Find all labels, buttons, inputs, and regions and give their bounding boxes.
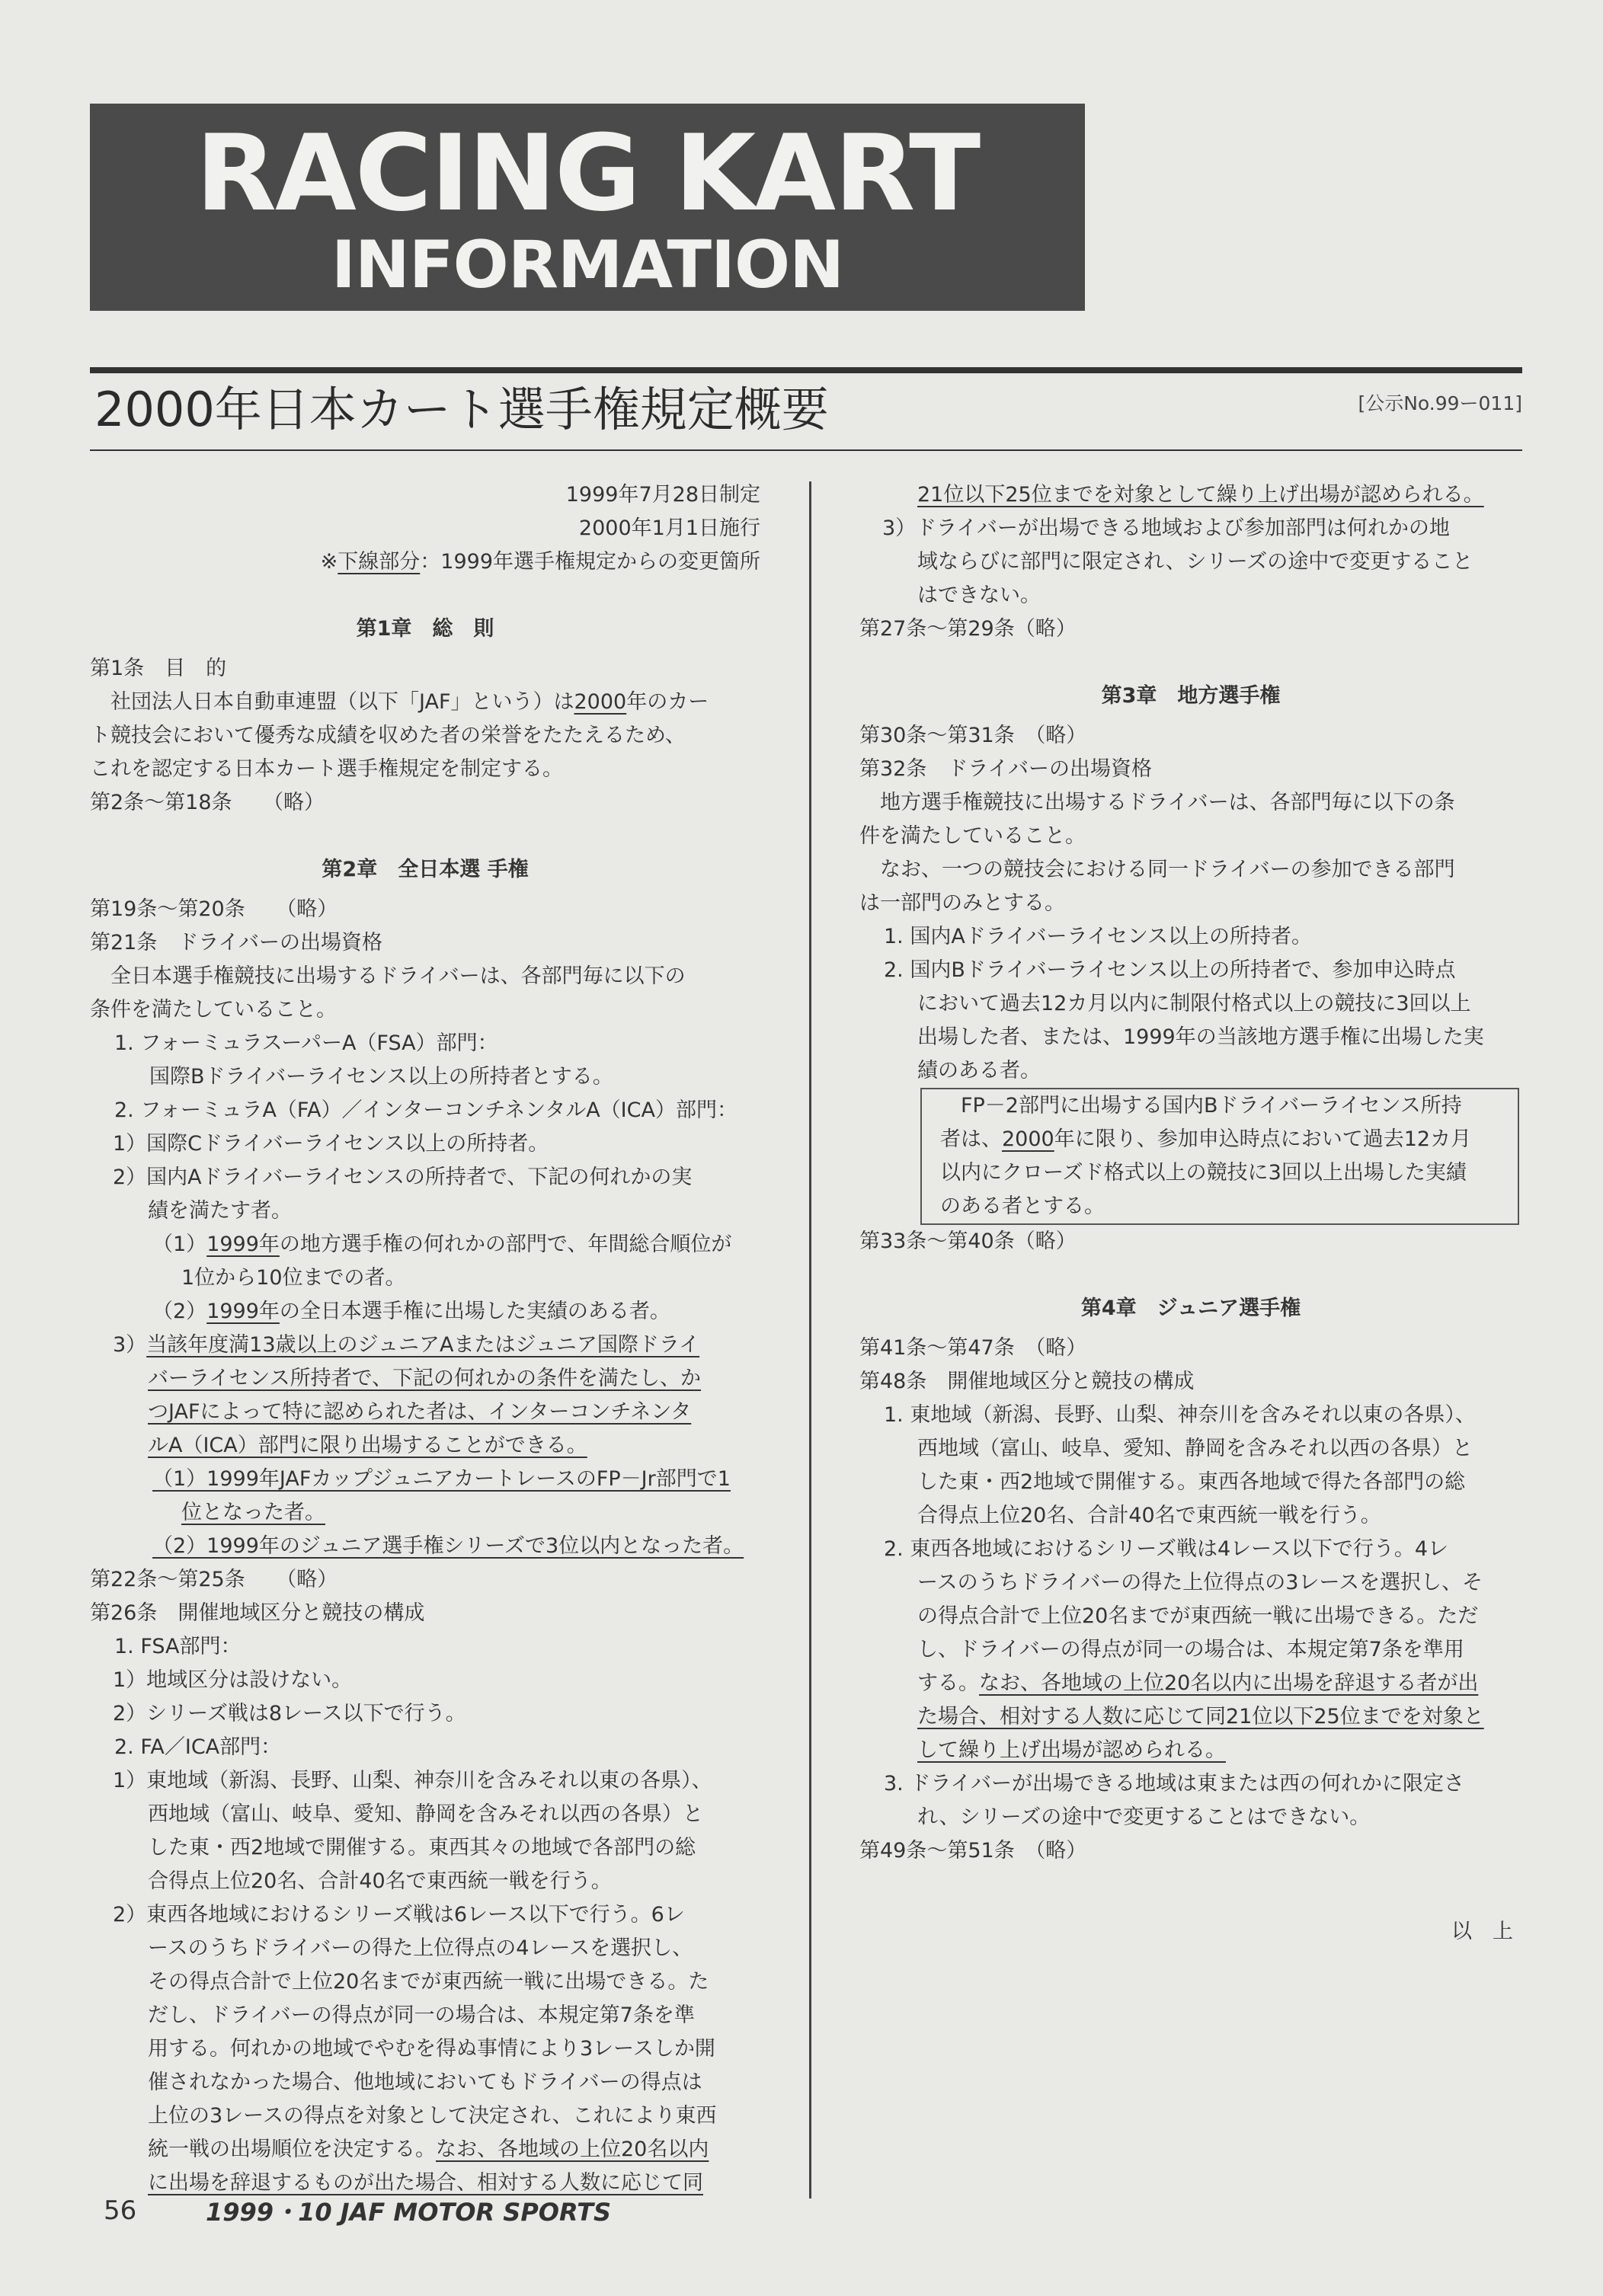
chapter-3-heading: 第3章 地方選手権 bbox=[1101, 684, 1281, 708]
fa-26-item-2 bbox=[90, 2133, 760, 2166]
article-21-line: 条件を満たしていること。 bbox=[90, 998, 337, 1022]
article-48-item-2 bbox=[859, 1667, 1522, 1700]
articles-22-25: 第22条～第25条 （略） bbox=[90, 1568, 338, 1591]
article-32-line: 件を満たしていること。 bbox=[859, 824, 1086, 848]
spacer bbox=[859, 1258, 1522, 1286]
article-32-item-2: 績のある者。 bbox=[917, 1059, 1041, 1082]
fa-26-item-1: 1）東地域（新潟、長野、山梨、神奈川を含みそれ以東の各県）、 bbox=[113, 1769, 712, 1792]
article-32-item-2: において過去12カ月以内に制限付格式以上の競技に3回以上 bbox=[917, 992, 1471, 1015]
article-48-item-2: 2. 東西各地域におけるシリーズ戦は4レース以下で行う。4レ bbox=[884, 1537, 1448, 1561]
page-number: 56 bbox=[104, 2195, 137, 2226]
end-mark: 以 上 bbox=[1451, 1920, 1513, 1943]
underlined-run: バーライセンス所持者で、下記の何れかの条件を満たし、か bbox=[148, 1367, 702, 1390]
title-top-rule bbox=[90, 367, 1522, 373]
article-21-line: 全日本選手権競技に出場するドライバーは、各部門毎に以下の bbox=[90, 964, 686, 988]
article-26-heading: 第26条 開催地域区分と競技の構成 bbox=[90, 1601, 425, 1625]
fa-item-3 bbox=[90, 1362, 760, 1396]
fsa-26-item: 1）地域区分は設けない。 bbox=[113, 1668, 353, 1692]
underlined-run: なお、各地域の上位20名以内 bbox=[436, 2138, 709, 2161]
text-run: （1） bbox=[152, 1233, 207, 1256]
fp2-exception-box bbox=[920, 1088, 1519, 1225]
article-48-item-1: した東・西2地域で開催する。東西各地域で得た各部門の総 bbox=[917, 1470, 1466, 1494]
fa-26-item-2: だし、ドライバーの得点が同一の場合は、本規定第7条を準 bbox=[148, 2003, 695, 2027]
fa-26-item-2: 催されなかった場合、他地域においてもドライバーの得点は bbox=[148, 2071, 702, 2094]
text-run: の全日本選手権に出場した実績のある者。 bbox=[279, 1300, 670, 1323]
underlined-run: なお、各地域の上位20名以内に出場を辞退する者が出 bbox=[979, 1671, 1479, 1695]
article-48-item-1: 西地域（富山、岐阜、愛知、静岡を含みそれ以西の各県）と bbox=[917, 1437, 1473, 1460]
text-run: の地方選手権の何れかの部門で、年間総合順位が bbox=[279, 1233, 732, 1256]
text-run: 者は、 bbox=[940, 1127, 1002, 1151]
article-48-item-1: 合得点上位20名、合計40名で東西統一戦を行う。 bbox=[917, 1504, 1381, 1527]
underlined-run: 位となった者。 bbox=[181, 1501, 325, 1524]
article-32-line: 地方選手権競技に出場するドライバーは、各部門毎に以下の条 bbox=[859, 791, 1455, 814]
text-run: 3） bbox=[113, 1333, 147, 1357]
fsa-26-item: 2）シリーズ戦は8レース以下で行う。 bbox=[113, 1702, 466, 1725]
article-48-item-2: の得点合計で上位20名までが東西統一戦に出場できる。ただ bbox=[917, 1604, 1479, 1628]
box-line: FP－2部門に出場する国内Bドライバーライセンス所持 bbox=[940, 1094, 1462, 1118]
articles-2-18: 第2条～第18条 （略） bbox=[90, 791, 325, 814]
right-column bbox=[859, 478, 1522, 1949]
notice-number: [公示No.99ー011] bbox=[1358, 392, 1522, 414]
fsa-heading: 1. フォーミュラスーパーA（FSA）部門： bbox=[114, 1031, 498, 1055]
article-32-item-2: 出場した者、または、1999年の当該地方選手権に出場した実 bbox=[917, 1025, 1484, 1049]
magazine-footer: 1999・10 JAF MOTOR SPORTS bbox=[206, 2198, 612, 2227]
article-1-line: これを認定する日本カート選手権規定を制定する。 bbox=[90, 757, 563, 781]
underlined-run: 21位以下25位までを対象として繰り上げ出場が認められる。 bbox=[917, 483, 1484, 507]
underlined-run: 当該年度満13歳以上のジュニアAまたはジュニア国際ドライ bbox=[146, 1333, 700, 1357]
text-run: 統一戦の出場順位を決定する。 bbox=[148, 2138, 436, 2161]
article-48-item-1: 1. 東地域（新潟、長野、山梨、神奈川を含みそれ以東の各県）、 bbox=[884, 1403, 1476, 1427]
underlined-run: （2）1999年のジュニア選手権シリーズで3位以内となった者。 bbox=[152, 1534, 744, 1558]
chapter-4-heading: 第4章 ジュニア選手権 bbox=[1080, 1297, 1301, 1320]
box-line: のある者とする。 bbox=[940, 1194, 1105, 1218]
article-1-line: ト競技会において優秀な成績を収めた者の栄誉をたたえるため、 bbox=[90, 724, 686, 747]
fa-26-item-1: 西地域（富山、岐阜、愛知、静岡を含みそれ以西の各県）と bbox=[148, 1802, 703, 1826]
fa-26-heading: 2. FA／ICA部門： bbox=[114, 1735, 282, 1759]
fa-item-3 bbox=[90, 1429, 760, 1463]
article-48-item-2 bbox=[859, 1700, 1522, 1734]
fa-item-2-1: 1位から10位までの者。 bbox=[181, 1266, 406, 1290]
fa-26-item-3: はできない。 bbox=[917, 584, 1041, 607]
text-run: 社団法人日本自動車連盟（以下「JAF」という）は bbox=[90, 690, 574, 714]
chapter-1-heading: 第1章 総 則 bbox=[356, 617, 494, 641]
text-run: （2） bbox=[152, 1300, 207, 1323]
fa-item-3-2 bbox=[90, 1530, 760, 1563]
text-run: 年に限り、参加申込時点において過去12カ月 bbox=[1054, 1127, 1472, 1151]
underlined-run: して繰り上げ出場が認められる。 bbox=[917, 1738, 1226, 1762]
document-title: 2000年日本カート選手権規定概要 bbox=[94, 382, 829, 437]
fa-item-1: 1）国際Cドライバーライセンス以上の所持者。 bbox=[113, 1132, 549, 1156]
box-line: 以内にクローズド格式以上の競技に3回以上出場した実績 bbox=[940, 1161, 1467, 1185]
header-banner bbox=[90, 104, 1085, 311]
effective-date: 2000年1月1日施行 bbox=[578, 516, 760, 540]
fa-26-item-2: 上位の3レースの得点を対象として決定され、これにより東西 bbox=[148, 2104, 717, 2128]
fa-item-2: 2）国内Aドライバーライセンスの所持者で、下記の何れかの実 bbox=[113, 1166, 693, 1189]
column-divider bbox=[809, 481, 811, 2198]
banner-title: RACING KART bbox=[195, 112, 980, 235]
article-48-item-3: 3. ドライバーが出場できる地域は東または西の何れかに限定さ bbox=[884, 1772, 1464, 1796]
chapter-2-heading: 第2章 全日本選 手権 bbox=[322, 858, 529, 881]
underlined-run: 1999年 bbox=[206, 1300, 280, 1323]
change-note bbox=[90, 545, 760, 579]
fa-26-item-2: その得点合計で上位20名までが東西統一戦に出場できる。た bbox=[148, 1970, 709, 1994]
article-21-heading: 第21条 ドライバーの出場資格 bbox=[90, 931, 383, 955]
articles-41-47: 第41条～第47条 （略） bbox=[859, 1336, 1087, 1360]
underlined-run: ルA（ICA）部門に限り出場することができる。 bbox=[148, 1434, 587, 1457]
fa-26-item-1: 合得点上位20名、合計40名で東西統一戦を行う。 bbox=[148, 1869, 612, 1893]
underlined-run: 2000 bbox=[574, 690, 627, 714]
box-line bbox=[940, 1123, 1499, 1156]
spacer bbox=[90, 579, 760, 606]
fsa-body: 国際Bドライバーライセンス以上の所持者とする。 bbox=[149, 1065, 613, 1089]
article-48-heading: 第48条 開催地域区分と競技の構成 bbox=[859, 1370, 1195, 1393]
article-48-item-2 bbox=[859, 1734, 1522, 1767]
fa-item-3 bbox=[90, 1329, 760, 1362]
articles-33-40: 第33条～第40条（略） bbox=[859, 1230, 1077, 1253]
article-32-item-1: 1. 国内Aドライバーライセンス以上の所持者。 bbox=[884, 925, 1313, 948]
underlined-run: 1999年 bbox=[206, 1233, 280, 1256]
articles-27-29: 第27条～第29条（略） bbox=[859, 617, 1077, 641]
fa-item-3 bbox=[90, 1396, 760, 1429]
articles-30-31: 第30条～第31条 （略） bbox=[859, 724, 1087, 747]
fa-26-item-1: した東・西2地域で開催する。東西其々の地域で各部門の総 bbox=[148, 1836, 696, 1860]
articles-49-51: 第49条～第51条 （略） bbox=[859, 1839, 1087, 1863]
fa-26-item-3: 域ならびに部門に限定され、シリーズの途中で変更すること bbox=[917, 550, 1473, 574]
article-32-line: は一部門のみとする。 bbox=[859, 891, 1065, 915]
articles-19-20: 第19条～第20条 （略） bbox=[90, 897, 338, 921]
text-run: 年のカー bbox=[626, 690, 709, 714]
note-text: ：1999年選手権規定からの変更箇所 bbox=[420, 550, 760, 574]
fa-26-item-2-continued bbox=[859, 478, 1522, 512]
underlined-run: に出場を辞退するものが出た場合、相対する人数に応じて同 bbox=[148, 2171, 703, 2195]
fa-26-item-2: ースのうちドライバーの得た上位得点の4レースを選択し、 bbox=[148, 1936, 693, 1960]
underlined-run: た場合、相対する人数に応じて同21位以下25位までを対象と bbox=[917, 1705, 1484, 1728]
fa-26-item-3: 3）ドライバーが出場できる地域および参加部門は何れかの地 bbox=[882, 516, 1450, 540]
fa-item-2: 績を満たす者。 bbox=[148, 1199, 292, 1223]
underlined-run: つJAFによって特に認められた者は、インターコンチネンタ bbox=[148, 1400, 692, 1424]
fa-26-item-2: 用する。何れかの地域でやむを得ぬ事情により3レースしか開 bbox=[148, 2037, 715, 2061]
text-run: する。 bbox=[917, 1671, 979, 1695]
fa-item-3-1 bbox=[90, 1496, 760, 1530]
article-32-item-2: 2. 国内Bドライバーライセンス以上の所持者で、参加申込時点 bbox=[884, 958, 1456, 982]
underlined-run: （1）1999年JAFカップジュニアカートレースのFP－Jr部門で1 bbox=[152, 1467, 731, 1491]
title-bottom-rule bbox=[90, 449, 1522, 451]
spacer bbox=[859, 646, 1522, 673]
note-underlined: 下線部分 bbox=[338, 550, 421, 574]
fa-item-3-1 bbox=[90, 1463, 760, 1496]
underlined-run: 2000 bbox=[1002, 1127, 1054, 1151]
article-48-item-2: し、ドライバーの得点が同一の場合は、本規定第7条を準用 bbox=[917, 1638, 1464, 1661]
banner-subtitle: INFORMATION bbox=[331, 227, 844, 303]
fa-item-2-2 bbox=[90, 1295, 760, 1329]
article-48-item-2: ースのうちドライバーの得た上位得点の3レースを選択し、そ bbox=[917, 1571, 1483, 1594]
fa-ica-heading: 2. フォーミュラA（FA）／インターコンチネンタルA（ICA）部門： bbox=[114, 1098, 738, 1122]
article-1-heading: 第1条 目 的 bbox=[90, 657, 227, 680]
spacer bbox=[90, 820, 760, 847]
article-32-heading: 第32条 ドライバーの出場資格 bbox=[859, 757, 1153, 781]
article-1-line bbox=[90, 686, 760, 719]
enacted-date: 1999年7月28日制定 bbox=[565, 483, 760, 507]
article-32-line: なお、一つの競技会における同一ドライバーの参加できる部門 bbox=[859, 858, 1455, 881]
fsa-26-heading: 1. FSA部門： bbox=[114, 1635, 242, 1658]
left-column bbox=[90, 478, 760, 2200]
fa-item-2-1 bbox=[90, 1228, 760, 1262]
article-48-item-3: れ、シリーズの途中で変更することはできない。 bbox=[917, 1805, 1371, 1829]
fa-26-item-2: 2）東西各地域におけるシリーズ戦は6レース以下で行う。6レ bbox=[113, 1903, 685, 1927]
note-mark: ※ bbox=[320, 550, 338, 574]
